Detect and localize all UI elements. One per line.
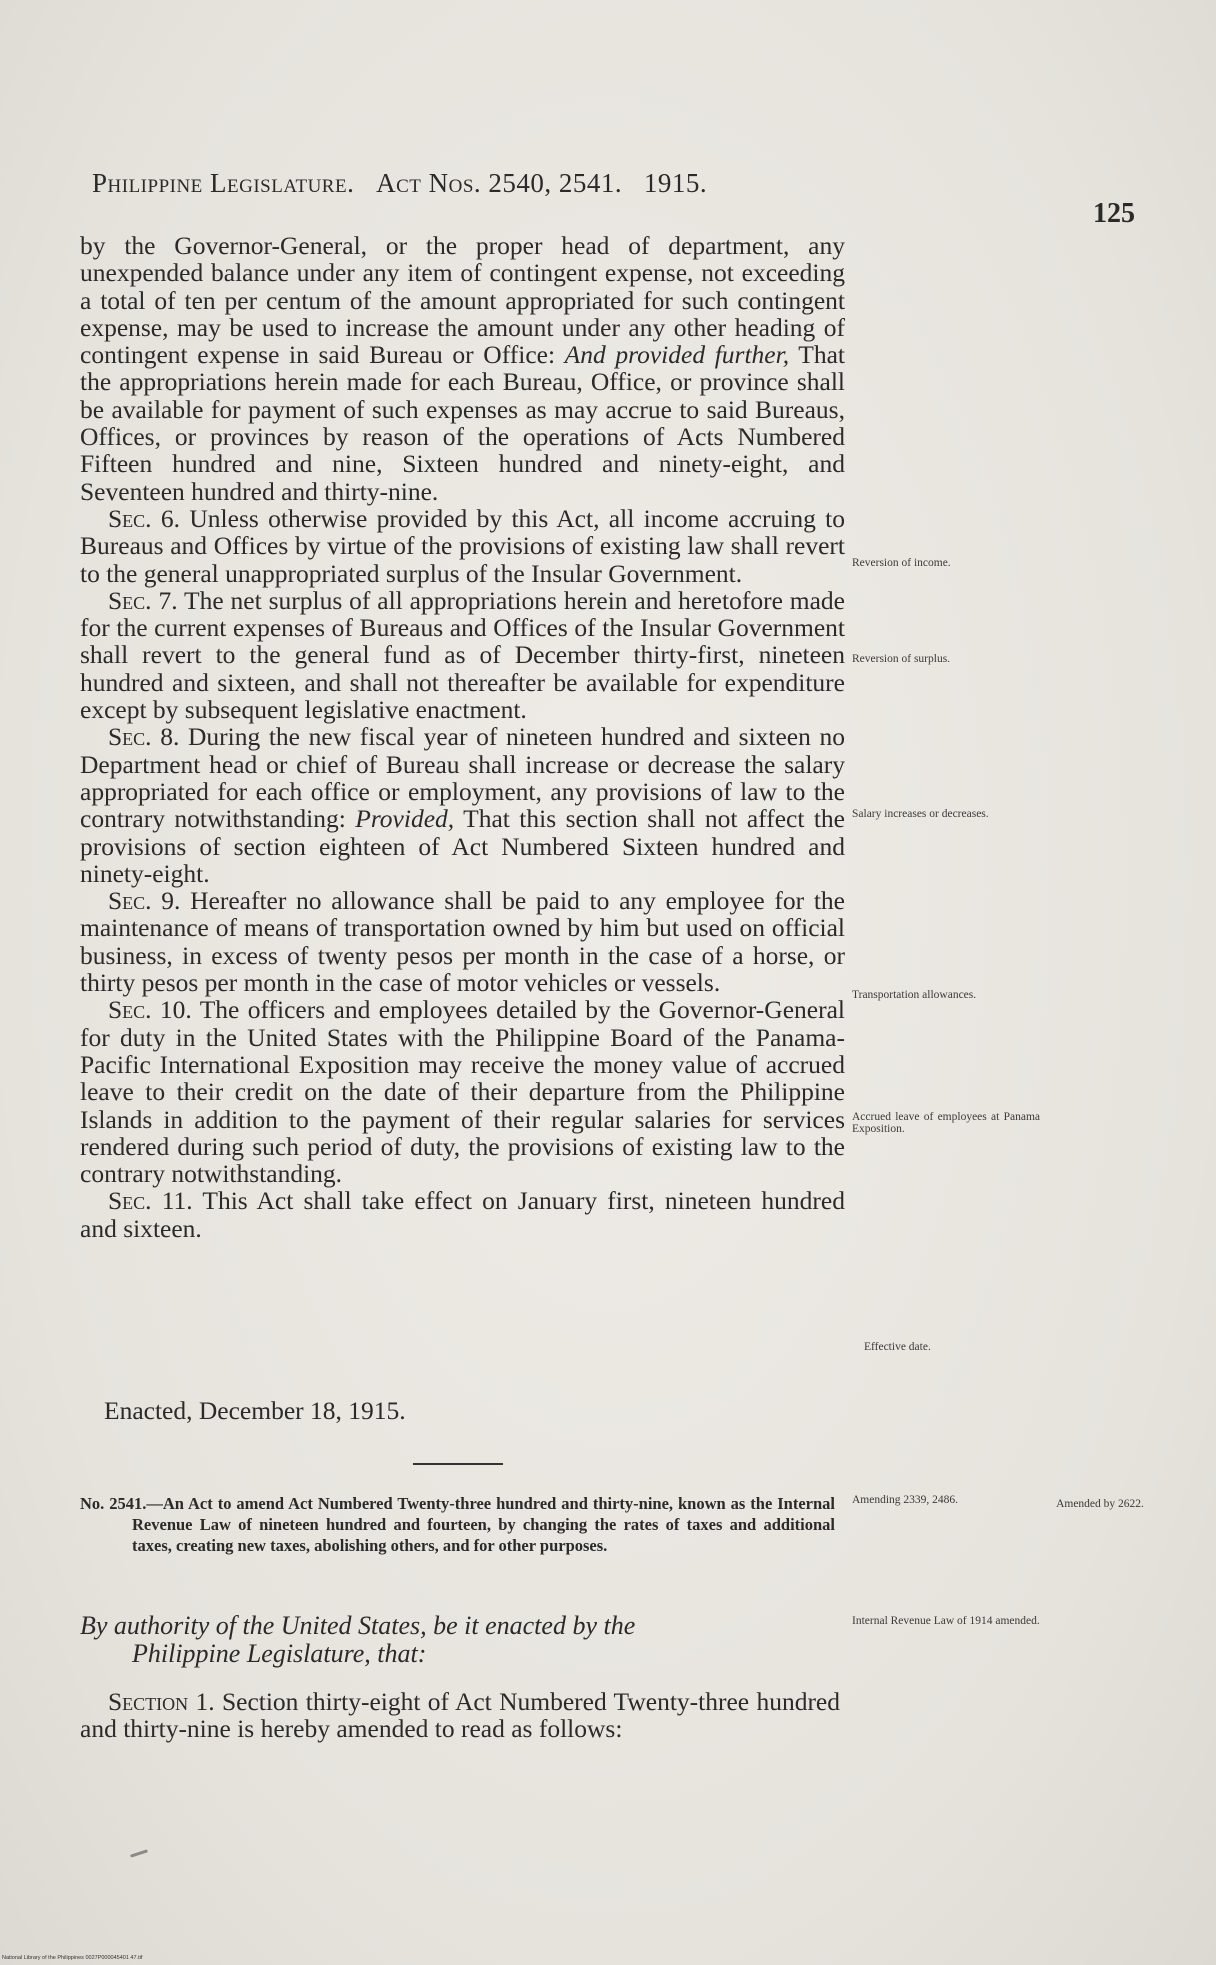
margin-note-internal-revenue: Internal Revenue Law of 1914 amended. (852, 1615, 1040, 1627)
section-text: During the new fiscal year of nineteen hundred and sixteen no Department head or chief of Bureau shall increase or decrease the salary appropriated for each office or employment, any provisions of law to the contrary notwithstanding: (80, 722, 846, 834)
act-2540-body (80, 232, 845, 1242)
act-2541-section-1 (80, 1688, 840, 1743)
italic-run: And provided further, (564, 340, 790, 370)
margin-note-amended-by: Amended by 2622. (1056, 1498, 1144, 1510)
section-7 (80, 587, 845, 723)
section-text: Section thirty-eight of Act Numbered Twenty-three hundred and thirty-nine is hereby amended to read as follows: (80, 1687, 841, 1744)
running-head-year: 1915. (643, 168, 708, 198)
margin-note-reversion-income: Reversion of income. (852, 557, 951, 569)
section-text: This Act shall take effect on January first, nineteen hundred and sixteen. (80, 1186, 845, 1243)
page-number: 125 (1093, 198, 1135, 229)
section-label: Sec. 9. (108, 886, 181, 916)
ink-smudge (130, 1849, 148, 1857)
section-label: Sec. 11. (108, 1186, 193, 1216)
section-label: Sec. 7. (108, 585, 178, 615)
act-summary-text: No. 2541.—An Act to amend Act Numbered Twenty-three hundred and thirty-nine, known as the Internal Revenue Law of nineteen hundred and fourteen, by changing the rates of taxes and additional taxes, creating new taxes, abolishing others, and for other purposes. (80, 1494, 835, 1555)
section-1 (80, 1688, 840, 1743)
section-text: Hereafter no allowance shall be paid to any employee for the maintenance of means of transportation owned by him but used on official business, in excess of twenty pesos per month in the case of a horse, or thirty pesos per month in the case of motor vehicles or vessels. (80, 886, 845, 998)
section-label: Sec. 6. (108, 503, 181, 533)
margin-note-salary: Salary increases or decreases. (852, 808, 989, 820)
text-run: by the Governor-General, or the proper head of department, any unexpended balance under any item of contingent expense, not exceeding a total of ten per centum of the amount appropriated for such contingent expense, may be used to increase the amount under any other heading of contingent expense in said Bureau or Office: (80, 231, 845, 370)
enacting-clause-line1: By authority of the United States, be it enacted by the (80, 1611, 636, 1640)
section-divider (413, 1463, 503, 1465)
margin-note-accrued-leave: Accrued leave of employees at Panama Exposition. (852, 1111, 1040, 1135)
section-11 (80, 1187, 845, 1242)
text-run: That the appropriations herein made for each Bureau, Office, or province shall be available for payment of such expenses as may accrue to said Bureaus, Offices, or provinces by reason of the operations of Acts Numbered Fifteen hundred and nine, Sixteen hundred and ninety-eight, and Seventeen hundred and thirty-nine. (80, 340, 845, 506)
section-label: Sec. 8. (108, 722, 180, 752)
act-2541-summary (80, 1493, 835, 1556)
italic-run: Provided, (355, 804, 455, 834)
section-10 (80, 996, 845, 1187)
section-text: That this section shall not affect the provisions of section eighteen of Act Numbered Sixteen hundred and ninety-eight. (80, 804, 845, 888)
running-head-acts: Act Nos. 2540, 2541. (376, 168, 623, 198)
running-head (92, 168, 852, 199)
enacting-clause (80, 1612, 840, 1668)
margin-note-transportation: Transportation allowances. (852, 989, 977, 1001)
section-label: Section 1. (108, 1687, 215, 1716)
section-6 (80, 505, 845, 587)
section-9 (80, 887, 845, 996)
section-label: Sec. 10. (108, 995, 192, 1025)
scan-footer: National Library of the Philippines 0027P000045401 47.tif (2, 1955, 143, 1961)
enacted-line: Enacted, December 18, 1915. (104, 1396, 406, 1425)
paragraph-continued (80, 232, 845, 505)
section-text: The net surplus of all appropriations herein and heretofore made for the current expenses of Bureaus and Offices of the Insular Government shall revert to the general fund as of December thirty-first, nineteen hundred and sixteen, and shall not thereafter be available for expenditure except by subsequent legislative enactment. (80, 585, 845, 725)
enacting-clause-line2: Philippine Legislature, that: (132, 1639, 427, 1668)
margin-note-reversion-surplus: Reversion of surplus. (852, 653, 951, 665)
margin-note-amending: Amending 2339, 2486. (852, 1494, 959, 1506)
running-head-legislature: Philippine Legislature. (92, 168, 355, 198)
margin-note-effective-date: Effective date. (864, 1341, 931, 1353)
section-text: Unless otherwise provided by this Act, all income accruing to Bureaus and Offices by virtue of the provisions of existing law shall revert to the general unappropriated surplus of the Insular Government. (80, 503, 845, 588)
section-8 (80, 723, 845, 887)
section-text: The officers and employees detailed by the Governor-General for duty in the United States with the Philippine Board of the Panama-Pacific International Exposition may receive the money value of accrued leave to their credit on the date of their departure from the Philippine Islands in addition to the payment of their regular salaries for services rendered during such period of duty, the provisions of existing law to the contrary notwithstanding. (80, 995, 845, 1189)
